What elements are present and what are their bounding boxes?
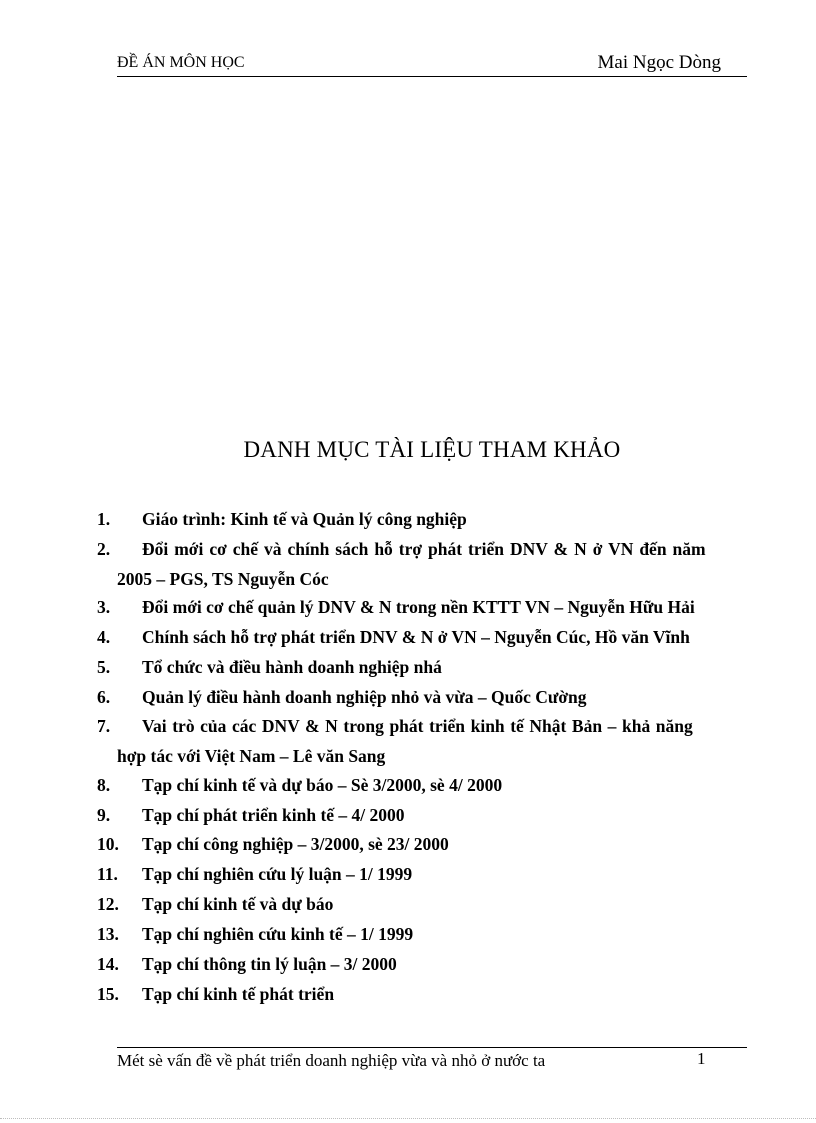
reference-number: 13. <box>97 924 119 944</box>
reference-text: Tạp chí công nghiệp – 3/2000, sè 23/ 2000 <box>142 834 449 854</box>
reference-text: Tạp chí nghiên cứu kinh tế – 1/ 1999 <box>142 924 414 944</box>
reference-number: 15. <box>97 984 119 1004</box>
reference-text: Quản lý điều hành doanh nghiệp nhỏ và vừa – Quốc Cường <box>142 687 587 707</box>
reference-text: Đổi mới cơ chế quản lý DNV & N trong nền KTTT VN – Nguyễn Hữu Hải <box>142 597 695 617</box>
reference-text: Tạp chí phát triển kinh tế – 4/ 2000 <box>142 805 405 825</box>
reference-number: 10. <box>97 834 119 854</box>
footer-document-title: Mét sè vấn đề về phát triển doanh nghiệp vừa và nhỏ ở nước ta <box>117 1051 546 1070</box>
header-course-label: ĐỀ ÁN MÔN HỌC <box>117 54 245 71</box>
reference-text: Vai trò của các DNV & N trong phát triển kinh tế Nhật Bản – khả năng <box>142 716 693 736</box>
reference-text-continued: hợp tác với Việt Nam – Lê văn Sang <box>117 746 386 766</box>
page-title: DANH MỤC TÀI LIỆU THAM KHẢO <box>243 437 621 462</box>
reference-number: 12. <box>97 894 119 914</box>
reference-number: 5. <box>97 657 111 677</box>
reference-number: 4. <box>97 627 111 647</box>
reference-text: Chính sách hỗ trợ phát triển DNV & N ở VN – Nguyễn Cúc, Hồ văn Vĩnh <box>142 627 690 647</box>
footer-divider <box>117 1047 747 1048</box>
reference-text: Tạp chí kinh tế và dự báo <box>142 894 334 914</box>
reference-number: 6. <box>97 687 111 707</box>
reference-number: 9. <box>97 805 111 825</box>
reference-number: 3. <box>97 597 111 617</box>
reference-text: Tổ chức và điều hành doanh nghiệp nhá <box>142 657 442 677</box>
reference-text: Tạp chí kinh tế và dự báo – Sè 3/2000, sè 4/ 2000 <box>142 775 503 795</box>
reference-number: 7. <box>97 716 111 736</box>
reference-number: 14. <box>97 954 119 974</box>
page-bottom-edge <box>0 1118 816 1119</box>
page-number: 1 <box>697 1049 706 1068</box>
reference-text-continued: 2005 – PGS, TS Nguyễn Cóc <box>117 569 329 589</box>
reference-text: Tạp chí kinh tế phát triển <box>142 984 335 1004</box>
reference-text: Giáo trình: Kinh tế và Quản lý công nghiệp <box>142 509 467 529</box>
reference-number: 2. <box>97 539 111 559</box>
header-author-name: Mai Ngọc Dòng <box>597 52 721 73</box>
reference-text: Tạp chí nghiên cứu lý luận – 1/ 1999 <box>142 864 413 884</box>
reference-number: 8. <box>97 775 111 795</box>
reference-number: 11. <box>97 864 118 884</box>
reference-number: 1. <box>97 509 111 529</box>
reference-text: Tạp chí thông tin lý luận – 3/ 2000 <box>142 954 397 974</box>
reference-text: Đổi mới cơ chế và chính sách hỗ trợ phát triển DNV & N ở VN đến năm <box>142 539 706 559</box>
